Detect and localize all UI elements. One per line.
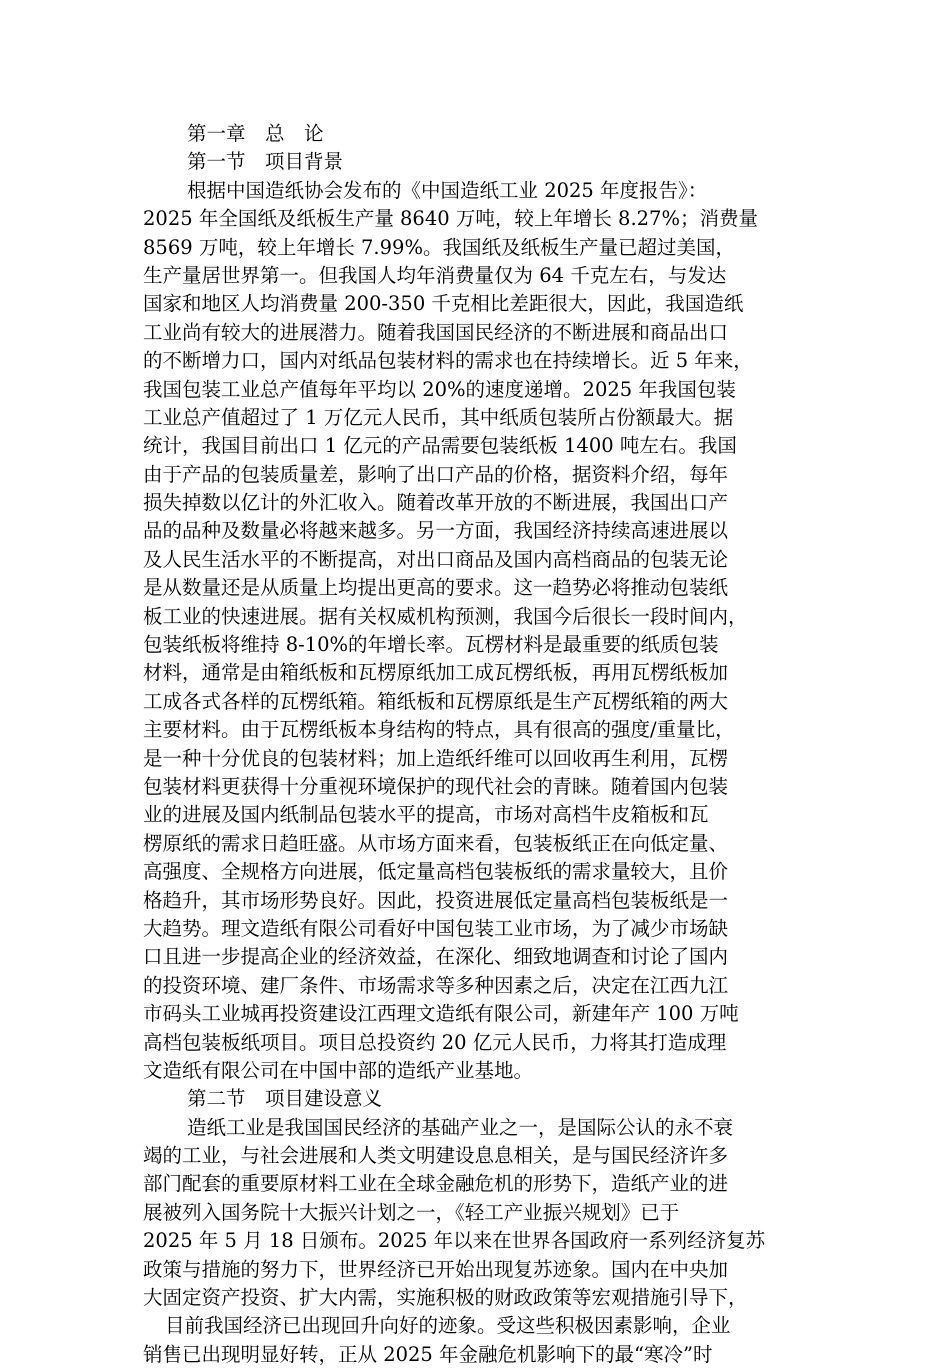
text-line: 国家和地区人均消费量 200-350 千克相比差距很大，因此，我国造纸 [143, 292, 744, 316]
text-line: 市码头工业城再投资建设江西理文造纸有限公司，新建年产 100 万吨 [143, 1002, 739, 1026]
text-line: 生产量居世界第一。但我国人均年消费量仅为 64 千克左右，与发达 [143, 263, 727, 287]
text-line: 主要材料。由于瓦楞纸板本身结构的特点，具有很高的强度/重量比， [143, 718, 735, 742]
text-line: 2025 年全国纸及纸板生产量 8640 万吨，较上年增长 8.27%；消费量 [143, 207, 758, 231]
text-line: 大固定资产投资、扩大内需，实施积极的财政政策等宏观措施引导下， [143, 1286, 748, 1310]
text-line: 8569 万吨，较上年增长 7.99%。我国纸及纸板生产量已超过美国， [143, 235, 735, 259]
text-line: 统计，我国目前出口 1 亿元的产品需要包装纸板 1400 吨左右。我国 [143, 434, 737, 458]
text-line: 及人民生活水平的不断提高，对出口商品及国内高档商品的包装无论 [143, 547, 729, 571]
text-line: 材料，通常是由箱纸板和瓦楞原纸加工成瓦楞纸板，再用瓦楞纸板加 [143, 661, 729, 685]
text-line: 损失掉数以亿计的外汇收入。随着改革开放的不断进展，我国出口产 [143, 491, 729, 515]
text-line: 销售已出现明显好转，正从 2025 年金融危机影响下的最“寒冷”时 [143, 1342, 713, 1366]
text-line: 楞原纸的需求日趋旺盛。从市场方面来看，包装板纸正在向低定量、 [143, 831, 729, 855]
text-line: 的投资环境、建厂条件、市场需求等多种因素之后，决定在江西九江 [143, 973, 729, 997]
paragraph-project-significance [143, 1114, 812, 1369]
text-line: 展被列入国务院十大振兴计划之一，《轻工产业振兴规划》已于 [143, 1200, 680, 1224]
text-line: 工业总产值超过了 1 万亿元人民币，其中纸质包装所占份额最大。据 [143, 405, 734, 429]
text-line: 由于产品的包装质量差，影响了出口产品的价格，据资料介绍，每年 [143, 462, 729, 486]
text-line: 的不断增力口，国内对纸品包装材料的需求也在持续增长。近 5 年来， [143, 349, 753, 373]
text-line: 大趋势。理文造纸有限公司看好中国包装工业市场，为了减少市场缺 [143, 916, 729, 940]
text-line: 目前我国经济已出现回升向好的迹象。受这些积极因素影响，企业 [165, 1314, 731, 1338]
section-heading: 第一节 项目背景 [187, 150, 344, 174]
text-line: 根据中国造纸协会发布的《中国造纸工业 2025 年度报告》： [187, 178, 708, 202]
section-heading: 第二节 项目建设意义 [187, 1087, 383, 1111]
text-line: 包装材料更获得十分重视环境保护的现代社会的青睐。随着国内包装 [143, 774, 729, 798]
text-line: 是一种十分优良的包装材料；加上造纸纤维可以回收再生利用，瓦楞 [143, 746, 729, 770]
text-line: 工成各式各样的瓦楞纸箱。箱纸板和瓦楞原纸是生产瓦楞纸箱的两大 [143, 689, 729, 713]
text-line: 2025 年 5 月 18 日颁布。2025 年以来在世界各国政府一系列经济复苏 [143, 1229, 766, 1253]
text-line: 政策与措施的努力下，世界经济已开始出现复苏迹象。国内在中央加 [143, 1257, 729, 1281]
text-line: 部门配套的重要原材料工业在全球金融危机的形势下，造纸产业的进 [143, 1172, 729, 1196]
text-line: 我国包装工业总产值每年平均以 20%的速度递增。2025 年我国包装 [143, 377, 736, 401]
text-line: 业的进展及国内纸制品包装水平的提高，市场对高档牛皮箱板和瓦 [143, 803, 709, 827]
text-line: 品的品种及数量必将越来越多。另一方面，我国经济持续高速进展以 [143, 519, 729, 543]
text-line: 口且进一步提高企业的经济效益，在深化、细致地调查和讨论了国内 [143, 945, 729, 969]
text-line: 高强度、全规格方向进展，低定量高档包装板纸的需求量较大，且价 [143, 860, 729, 884]
text-line: 竭的工业，与社会进展和人类文明建设息息相关，是与国民经济许多 [143, 1144, 729, 1168]
text-line: 板工业的快速进展。据有关权威机构预测，我国今后很长一段时间内， [143, 604, 748, 628]
text-line: 造纸工业是我国国民经济的基础产业之一，是国际公认的永不衰 [187, 1115, 734, 1139]
text-line: 高档包装板纸项目。项目总投资约 20 亿元人民币，力将其打造成理 [143, 1030, 727, 1054]
paragraph-project-background [143, 177, 812, 1086]
text-line: 文造纸有限公司在中国中部的造纸产业基地。 [143, 1058, 534, 1082]
chapter-heading: 第一章 总 论 [187, 122, 324, 145]
text-line: 包装纸板将维持 8-10%的年增长率。瓦楞材料是最重要的纸质包装 [143, 633, 719, 657]
text-line: 工业尚有较大的进展潜力。随着我国国民经济的不断进展和商品出口 [143, 320, 729, 344]
text-line: 格趋升，其市场形势良好。因此，投资进展低定量高档包装板纸是一 [143, 888, 729, 912]
text-line: 是从数量还是从质量上均提出更高的要求。这一趋势必将推动包装纸 [143, 576, 729, 600]
